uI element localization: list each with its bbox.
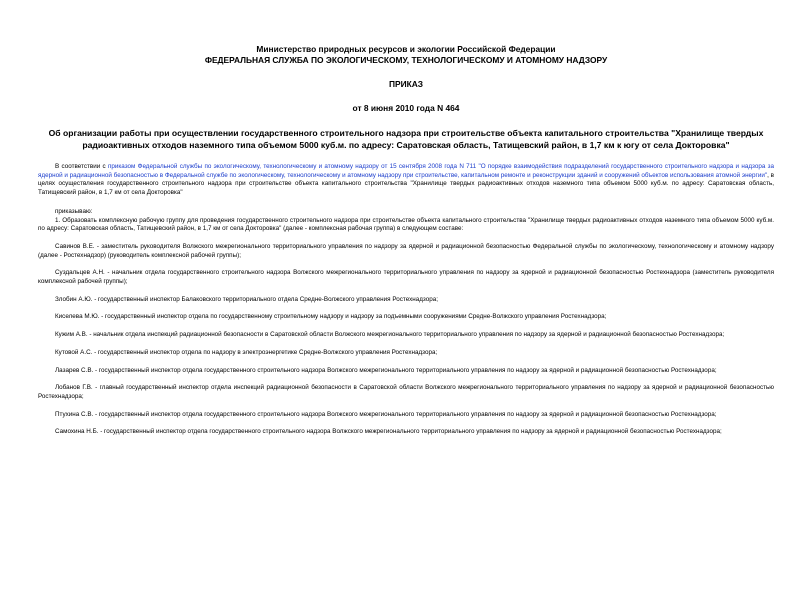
- list-item: Лазарев С.В. - государственный инспектор отдела государственного строительного надзора Волжского межрегионального территориального управления по надзору за ядерной и радиационной безопасностью Ростехнадзора;: [55, 366, 717, 374]
- document-title: Об организации работы при осуществлении государственного строительного надзора при строительстве объекта капитального строительства "Хранилище твердых радиоактивных отходов наземного типа объемом 5000 куб.м. по адресу: Саратовская область, Татищевский район, в 1,7 км к югу от села Докторовка": [48, 128, 764, 150]
- list-item: Птухина С.В. - государственный инспектор отдела государственного строительного надзора Волжского межрегионального территориального управления по надзору за ядерной и радиационной безопасностью Ростехнадзора;: [55, 410, 717, 418]
- order-711-link[interactable]: приказом Федеральной службы по экологическому, технологическому и атомному надзору от 15 сентября 2008 года N 711 "О порядке взаимодействия подразделений государственного строительного надзора и надзора за ядерной и радиационной безопасностью в Федеральной службе по экологическому, технологическому и атомному надзору при строительстве, капитальном ремонте и реконструкции зданий и сооружений объектов использования атомной энергии": [38, 163, 775, 179]
- list-item: Лобанов Г.В. - главный государственный инспектор отдела инспекций радиационной безопасности в Саратовской области Волжского межрегионального территориального управления по надзору за ядерной и радиационной безопасностью Ростехнадзора;: [38, 384, 774, 400]
- list-item: Самохина Н.Б. - государственный инспектор отдела государственного строительного надзора Волжского межрегионального территориального управления по надзору за ядерной и радиационной безопасностью Ростехнадзора;: [55, 428, 722, 436]
- orders-word: приказываю:: [55, 207, 93, 215]
- list-item: Злобин А.Ю. - государственный инспектор Балаковского территориального отдела Средне-Волжского управления Ростехнадзора;: [55, 295, 438, 303]
- order-heading: ПРИКАЗ: [388, 79, 424, 89]
- order-date: от 8 июня 2010 года N 464: [352, 103, 460, 113]
- ministry-name: Министерство природных ресурсов и экологии Российской Федерации: [256, 44, 556, 54]
- list-item: Кужим А.В. - начальник отдела инспекций радиационной безопасности в Саратовской области Волжского межрегионального территориального управления по надзору за ядерной и радиационной безопасностью Ростехнадзора;: [55, 331, 725, 339]
- intro-paragraph: [38, 163, 774, 198]
- agency-name: ФЕДЕРАЛЬНАЯ СЛУЖБА ПО ЭКОЛОГИЧЕСКОМУ, ТЕХНОЛОГИЧЕСКОМУ И АТОМНОМУ НАДЗОРУ: [204, 55, 608, 65]
- intro-suffix: , в целях осуществления государственного строительного надзора при строительстве объекта капитального строительства "Хранилище твердых радиоактивных отходов наземного типа объемом 5000 куб.м. по адресу: Саратовская область, Татищевский район, в 1,7 км от села Докторовка": [38, 171, 774, 197]
- list-item: Суздальцев А.Н. - начальник отдела государственного строительного надзора Волжского межрегионального территориального управления по надзору за ядерной и радиационной безопасностью Ростехнадзора (заместитель руководителя комплексной рабочей группы);: [38, 269, 774, 286]
- paragraph-1: 1. Образовать комплексную рабочую группу для проведения государственного строительного надзора при строительстве объекта капитального строительства "Хранилище твердых радиоактивных отходов наземного типа объемом 5000 куб.м. по адресу: Саратовская область, Татищевский район, в 1,7 км от села Докторовка" (далее - комплексная рабочая группа) в следующем составе:: [38, 216, 774, 233]
- document-page: [0, 44, 807, 615]
- members-list: [38, 243, 774, 437]
- list-item: Киселева М.Ю. - государственный инспектор отдела по государственному строительному надзору и надзору за подъемными сооружениями Средне-Волжского управления Ростехнадзора;: [55, 313, 607, 321]
- list-item: Савинов В.Е. - заместитель руководителя Волжского межрегионального территориального управления по надзору за ядерной и радиационной безопасностью Федеральной службы по экологическому, технологическому и атомному надзору (далее - Ростехнадзор) (руководитель комплексной рабочей группы);: [38, 242, 774, 259]
- list-item: Кутовой А.С. - государственный инспектор отдела по надзору в электроэнергетике Средне-Волжского управления Ростехнадзора;: [55, 348, 438, 356]
- intro-prefix: В соответствии с: [55, 163, 108, 170]
